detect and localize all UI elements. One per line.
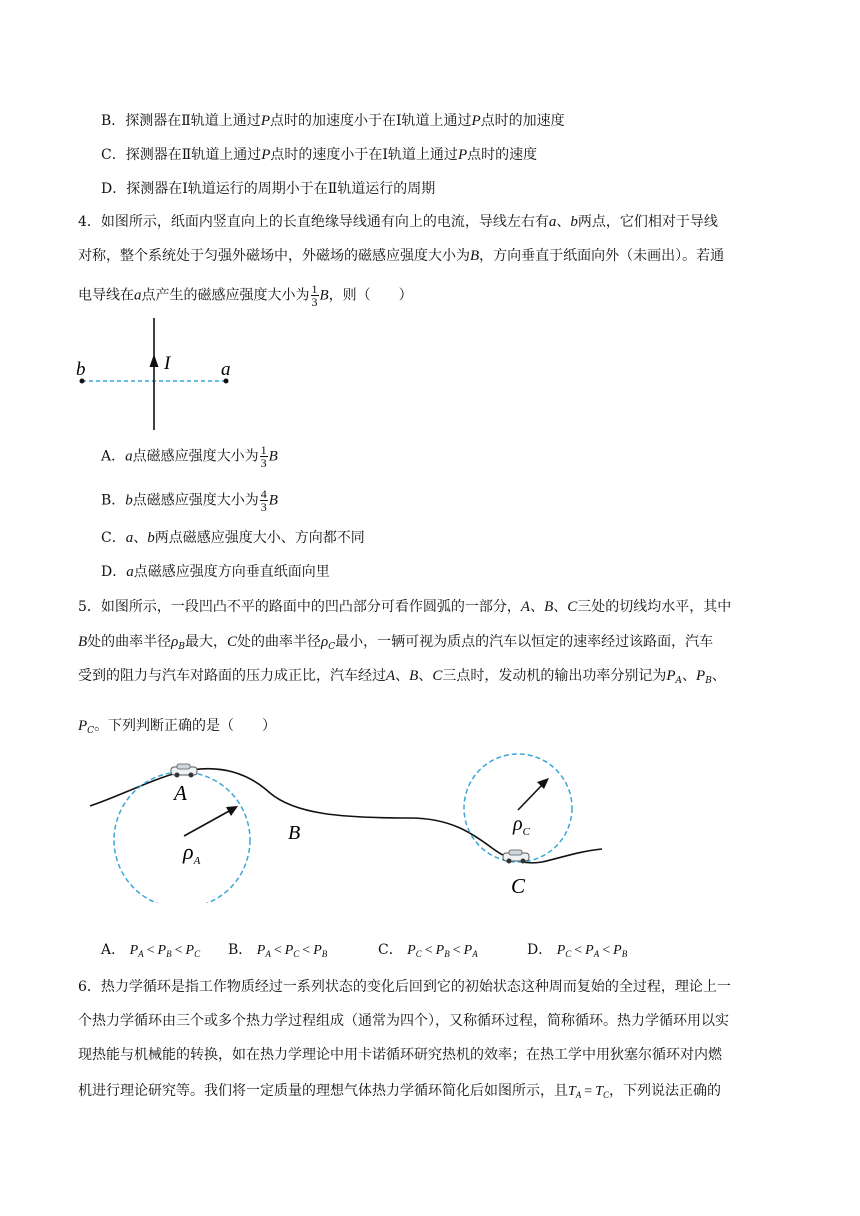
label-a: A — [174, 781, 187, 805]
q4-option-c: C．a、b两点磁感应强度大小、方向都不同 — [101, 530, 365, 546]
q4-stem-line3: 电导线在a点产生的磁感应强度大小为 $\frac{1}{3}$ B，则（ ） — [78, 282, 413, 309]
radius-arrow-a — [184, 810, 231, 836]
q4-option-b: B．b点磁感应强度大小为 $\frac{4}{3}$ B — [101, 487, 278, 514]
q3-option-b: B．探测器在Ⅱ轨道上通过P点时的加速度小于在Ⅰ轨道上通过P点时的加速度 — [101, 113, 565, 129]
q5-option-d: D． $P_C < P_A < P_B$ — [527, 942, 628, 959]
q4-stem-line1: 4．如图所示，纸面内竖直向上的长直绝缘导线通有向上的电流，导线左右有a、b两点，它们相对于导线 — [78, 214, 718, 230]
q5-option-b: B． $P_A < P_C < P_B$ — [228, 942, 328, 959]
q5-stem-line3: 受到的阻力与汽车对路面的压力成正比，汽车经过A、B、C三点时，发动机的输出功率分别记为$P_A$、$P_B$、 — [78, 668, 726, 686]
fraction: $\frac{1}{3}$ — [311, 282, 318, 309]
q3-option-c: C．探测器在Ⅱ轨道上通过P点时的速度小于在Ⅰ轨道上通过P点时的速度 — [101, 147, 538, 163]
label-rho-a: $\rho_A$ — [183, 839, 201, 867]
car-icon — [171, 764, 197, 778]
q6-stem-line3: 现热能与机械能的转换，如在热力学理论中用卡诺循环研究热机的效率；在热工学中用狄塞尔循环对内燃 — [78, 1047, 722, 1063]
q5-stem-line4: $P_C$。下列判断正确的是（ ） — [78, 718, 277, 736]
q6-stem-line4: 机进行理论研究等。我们将一定质量的理想气体热力学循环简化后如图所示，且$T_A = T_C$，下列说法正确的 — [78, 1083, 722, 1100]
q4-option-a: A．a点磁感应强度大小为 $\frac{1}{3}$ B — [101, 443, 278, 470]
fraction: $\frac{4}{3}$ — [260, 487, 267, 514]
q6-stem-line1: 6．热力学循环是指工作物质经过一系列状态的变化后回到它的初始状态这种周而复始的全过程，理论上一 — [78, 979, 731, 995]
label-b: B — [288, 822, 301, 844]
q5-stem-line1: 5．如图所示，一段凹凸不平的路面中的凹凸部分可看作圆弧的一部分，A、B、C三处的切线均水平，其中 — [78, 599, 732, 615]
q4-option-d: D．a点磁感应强度方向垂直纸面向里 — [101, 564, 330, 580]
q5-option-a: A． $P_A < P_B < P_C$ — [101, 942, 201, 959]
q4-stem-line2: 对称，整个系统处于匀强外磁场中，外磁场的磁感应强度大小为B，方向垂直于纸面向外（未画出）。若通 — [78, 248, 725, 264]
road-curve — [90, 769, 602, 863]
label-b: b — [76, 359, 86, 380]
q3-option-d: D．探测器在Ⅰ轨道运行的周期小于在Ⅱ轨道运行的周期 — [101, 181, 436, 197]
car-icon — [503, 850, 529, 864]
current-arrow-icon — [150, 354, 159, 367]
q4-wire-figure — [70, 312, 250, 437]
label-a: a — [221, 359, 231, 380]
q5-stem-line2: B处的曲率半径$\rho_B$最大，C处的曲率半径$\rho_C$最小，一辆可视为质点的汽车以恒定的速率经过该路面，汽车 — [78, 634, 714, 652]
q5-option-c: C． $P_C < P_B < P_A$ — [378, 942, 478, 959]
q6-stem-line2: 个热力学循环由三个或多个热力学过程组成（通常为四个），又称循环过程，简称循环。热力学循环用以实 — [78, 1013, 729, 1029]
label-i: I — [164, 353, 171, 374]
fraction: $\frac{1}{3}$ — [260, 443, 267, 470]
radius-arrow-c — [518, 784, 543, 810]
label-c: C — [511, 874, 526, 898]
q5-road-figure — [80, 748, 620, 903]
circle-c — [464, 754, 572, 862]
label-rho-c: $\rho_C$ — [513, 813, 530, 838]
